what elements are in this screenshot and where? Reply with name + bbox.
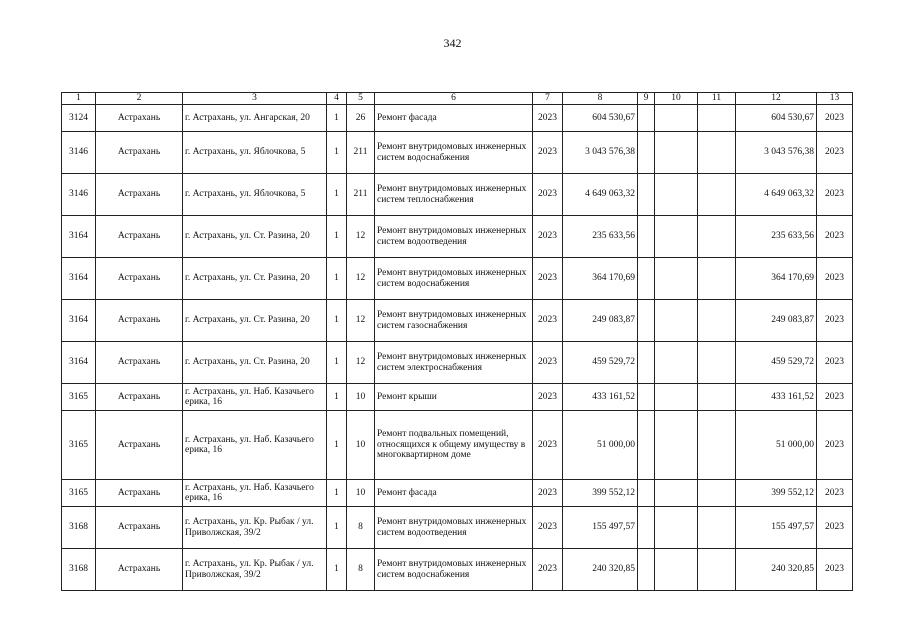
record-number-cell: 3164 <box>62 216 96 258</box>
address-cell: г. Астрахань, ул. Кр. Рыбак / ул. Приволжская, 39/2 <box>183 549 327 591</box>
count-cell: 1 <box>327 411 347 480</box>
table-row <box>62 132 853 174</box>
table-row <box>62 480 853 507</box>
col10-cell <box>655 384 698 411</box>
year-cell: 2023 <box>533 342 563 384</box>
address-cell: г. Астрахань, ул. Кр. Рыбак / ул. Приволжская, 39/2 <box>183 507 327 549</box>
table-row <box>62 300 853 342</box>
column-number: 12 <box>736 93 817 105</box>
total-cell: 364 170,69 <box>736 258 817 300</box>
count-cell: 1 <box>327 174 347 216</box>
column-number: 10 <box>655 93 698 105</box>
col9-cell <box>638 507 655 549</box>
house-number-cell: 26 <box>347 105 375 132</box>
cost-cell: 459 529,72 <box>563 342 638 384</box>
address-cell: г. Астрахань, ул. Яблочкова, 5 <box>183 174 327 216</box>
completion-year-cell: 2023 <box>817 300 853 342</box>
year-cell: 2023 <box>533 411 563 480</box>
table-row <box>62 258 853 300</box>
count-cell: 1 <box>327 258 347 300</box>
register-table <box>61 92 853 591</box>
record-number-cell: 3165 <box>62 411 96 480</box>
column-number: 6 <box>375 93 533 105</box>
work-type-cell: Ремонт внутридомовых инженерных систем газоснабжения <box>375 300 533 342</box>
record-number-cell: 3146 <box>62 174 96 216</box>
column-number: 5 <box>347 93 375 105</box>
col11-cell <box>698 549 736 591</box>
col11-cell <box>698 174 736 216</box>
work-type-cell: Ремонт внутридомовых инженерных систем теплоснабжения <box>375 174 533 216</box>
city-cell: Астрахань <box>96 507 183 549</box>
total-cell: 249 083,87 <box>736 300 817 342</box>
completion-year-cell: 2023 <box>817 258 853 300</box>
address-cell: г. Астрахань, ул. Наб. Казачьего ерика, 16 <box>183 411 327 480</box>
col10-cell <box>655 480 698 507</box>
year-cell: 2023 <box>533 300 563 342</box>
count-cell: 1 <box>327 300 347 342</box>
table-row <box>62 384 853 411</box>
col10-cell <box>655 507 698 549</box>
col9-cell <box>638 174 655 216</box>
work-type-cell: Ремонт фасада <box>375 105 533 132</box>
completion-year-cell: 2023 <box>817 384 853 411</box>
city-cell: Астрахань <box>96 300 183 342</box>
year-cell: 2023 <box>533 174 563 216</box>
table-row <box>62 105 853 132</box>
cost-cell: 4 649 063,32 <box>563 174 638 216</box>
year-cell: 2023 <box>533 258 563 300</box>
record-number-cell: 3146 <box>62 132 96 174</box>
completion-year-cell: 2023 <box>817 507 853 549</box>
column-number: 4 <box>327 93 347 105</box>
year-cell: 2023 <box>533 216 563 258</box>
total-cell: 3 043 576,38 <box>736 132 817 174</box>
city-cell: Астрахань <box>96 258 183 300</box>
total-cell: 51 000,00 <box>736 411 817 480</box>
col9-cell <box>638 384 655 411</box>
table-row <box>62 174 853 216</box>
cost-cell: 364 170,69 <box>563 258 638 300</box>
count-cell: 1 <box>327 132 347 174</box>
table-row <box>62 216 853 258</box>
year-cell: 2023 <box>533 549 563 591</box>
cost-cell: 51 000,00 <box>563 411 638 480</box>
cost-cell: 235 633,56 <box>563 216 638 258</box>
col11-cell <box>698 507 736 549</box>
col9-cell <box>638 105 655 132</box>
city-cell: Астрахань <box>96 132 183 174</box>
col11-cell <box>698 480 736 507</box>
record-number-cell: 3168 <box>62 507 96 549</box>
record-number-cell: 3164 <box>62 342 96 384</box>
total-cell: 235 633,56 <box>736 216 817 258</box>
work-type-cell: Ремонт внутридомовых инженерных систем водоснабжения <box>375 258 533 300</box>
header-row <box>62 93 853 105</box>
count-cell: 1 <box>327 384 347 411</box>
col9-cell <box>638 258 655 300</box>
col11-cell <box>698 300 736 342</box>
table-row <box>62 411 853 480</box>
year-cell: 2023 <box>533 507 563 549</box>
work-type-cell: Ремонт внутридомовых инженерных систем водоснабжения <box>375 132 533 174</box>
column-number: 1 <box>62 93 96 105</box>
total-cell: 240 320,85 <box>736 549 817 591</box>
col10-cell <box>655 174 698 216</box>
city-cell: Астрахань <box>96 384 183 411</box>
col10-cell <box>655 132 698 174</box>
work-type-cell: Ремонт внутридомовых инженерных систем водоснабжения <box>375 549 533 591</box>
column-number: 3 <box>183 93 327 105</box>
city-cell: Астрахань <box>96 480 183 507</box>
city-cell: Астрахань <box>96 174 183 216</box>
col10-cell <box>655 342 698 384</box>
house-number-cell: 8 <box>347 549 375 591</box>
completion-year-cell: 2023 <box>817 105 853 132</box>
col10-cell <box>655 216 698 258</box>
house-number-cell: 8 <box>347 507 375 549</box>
record-number-cell: 3164 <box>62 258 96 300</box>
col9-cell <box>638 549 655 591</box>
col10-cell <box>655 258 698 300</box>
col9-cell <box>638 480 655 507</box>
completion-year-cell: 2023 <box>817 411 853 480</box>
house-number-cell: 12 <box>347 258 375 300</box>
page-number: 342 <box>443 36 462 50</box>
house-number-cell: 12 <box>347 342 375 384</box>
city-cell: Астрахань <box>96 411 183 480</box>
col10-cell <box>655 300 698 342</box>
table-row <box>62 507 853 549</box>
count-cell: 1 <box>327 216 347 258</box>
col10-cell <box>655 411 698 480</box>
col9-cell <box>638 216 655 258</box>
column-number: 9 <box>638 93 655 105</box>
work-type-cell: Ремонт подвальных помещений, относящихся к общему имуществу в многоквартирном доме <box>375 411 533 480</box>
count-cell: 1 <box>327 507 347 549</box>
record-number-cell: 3165 <box>62 384 96 411</box>
count-cell: 1 <box>327 342 347 384</box>
col11-cell <box>698 105 736 132</box>
table-body <box>62 105 853 591</box>
column-number: 11 <box>698 93 736 105</box>
column-number: 13 <box>817 93 853 105</box>
col11-cell <box>698 342 736 384</box>
work-type-cell: Ремонт фасада <box>375 480 533 507</box>
col11-cell <box>698 132 736 174</box>
column-number: 7 <box>533 93 563 105</box>
year-cell: 2023 <box>533 105 563 132</box>
house-number-cell: 12 <box>347 300 375 342</box>
count-cell: 1 <box>327 105 347 132</box>
city-cell: Астрахань <box>96 342 183 384</box>
total-cell: 4 649 063,32 <box>736 174 817 216</box>
col10-cell <box>655 105 698 132</box>
col11-cell <box>698 411 736 480</box>
address-cell: г. Астрахань, ул. Яблочкова, 5 <box>183 132 327 174</box>
house-number-cell: 211 <box>347 132 375 174</box>
record-number-cell: 3168 <box>62 549 96 591</box>
table-row <box>62 549 853 591</box>
completion-year-cell: 2023 <box>817 480 853 507</box>
table-row <box>62 342 853 384</box>
work-type-cell: Ремонт внутридомовых инженерных систем водоотведения <box>375 507 533 549</box>
city-cell: Астрахань <box>96 105 183 132</box>
work-type-cell: Ремонт крыши <box>375 384 533 411</box>
col11-cell <box>698 258 736 300</box>
cost-cell: 433 161,52 <box>563 384 638 411</box>
column-number: 2 <box>96 93 183 105</box>
year-cell: 2023 <box>533 132 563 174</box>
cost-cell: 3 043 576,38 <box>563 132 638 174</box>
house-number-cell: 211 <box>347 174 375 216</box>
work-type-cell: Ремонт внутридомовых инженерных систем электроснабжения <box>375 342 533 384</box>
house-number-cell: 12 <box>347 216 375 258</box>
col11-cell <box>698 384 736 411</box>
completion-year-cell: 2023 <box>817 549 853 591</box>
completion-year-cell: 2023 <box>817 132 853 174</box>
total-cell: 604 530,67 <box>736 105 817 132</box>
address-cell: г. Астрахань, ул. Наб. Казачьего ерика, 16 <box>183 480 327 507</box>
cost-cell: 155 497,57 <box>563 507 638 549</box>
record-number-cell: 3124 <box>62 105 96 132</box>
year-cell: 2023 <box>533 480 563 507</box>
city-cell: Астрахань <box>96 216 183 258</box>
completion-year-cell: 2023 <box>817 174 853 216</box>
total-cell: 399 552,12 <box>736 480 817 507</box>
cost-cell: 240 320,85 <box>563 549 638 591</box>
address-cell: г. Астрахань, ул. Ст. Разина, 20 <box>183 258 327 300</box>
col10-cell <box>655 549 698 591</box>
city-cell: Астрахань <box>96 549 183 591</box>
house-number-cell: 10 <box>347 384 375 411</box>
address-cell: г. Астрахань, ул. Ст. Разина, 20 <box>183 300 327 342</box>
count-cell: 1 <box>327 480 347 507</box>
cost-cell: 604 530,67 <box>563 105 638 132</box>
col9-cell <box>638 411 655 480</box>
column-number: 8 <box>563 93 638 105</box>
total-cell: 155 497,57 <box>736 507 817 549</box>
year-cell: 2023 <box>533 384 563 411</box>
work-type-cell: Ремонт внутридомовых инженерных систем водоотведения <box>375 216 533 258</box>
address-cell: г. Астрахань, ул. Наб. Казачьего ерика, 16 <box>183 384 327 411</box>
total-cell: 433 161,52 <box>736 384 817 411</box>
address-cell: г. Астрахань, ул. Ст. Разина, 20 <box>183 342 327 384</box>
cost-cell: 399 552,12 <box>563 480 638 507</box>
col9-cell <box>638 342 655 384</box>
address-cell: г. Астрахань, ул. Ангарская, 20 <box>183 105 327 132</box>
completion-year-cell: 2023 <box>817 216 853 258</box>
col9-cell <box>638 300 655 342</box>
col11-cell <box>698 216 736 258</box>
cost-cell: 249 083,87 <box>563 300 638 342</box>
house-number-cell: 10 <box>347 411 375 480</box>
col9-cell <box>638 132 655 174</box>
record-number-cell: 3165 <box>62 480 96 507</box>
house-number-cell: 10 <box>347 480 375 507</box>
address-cell: г. Астрахань, ул. Ст. Разина, 20 <box>183 216 327 258</box>
total-cell: 459 529,72 <box>736 342 817 384</box>
completion-year-cell: 2023 <box>817 342 853 384</box>
count-cell: 1 <box>327 549 347 591</box>
record-number-cell: 3164 <box>62 300 96 342</box>
